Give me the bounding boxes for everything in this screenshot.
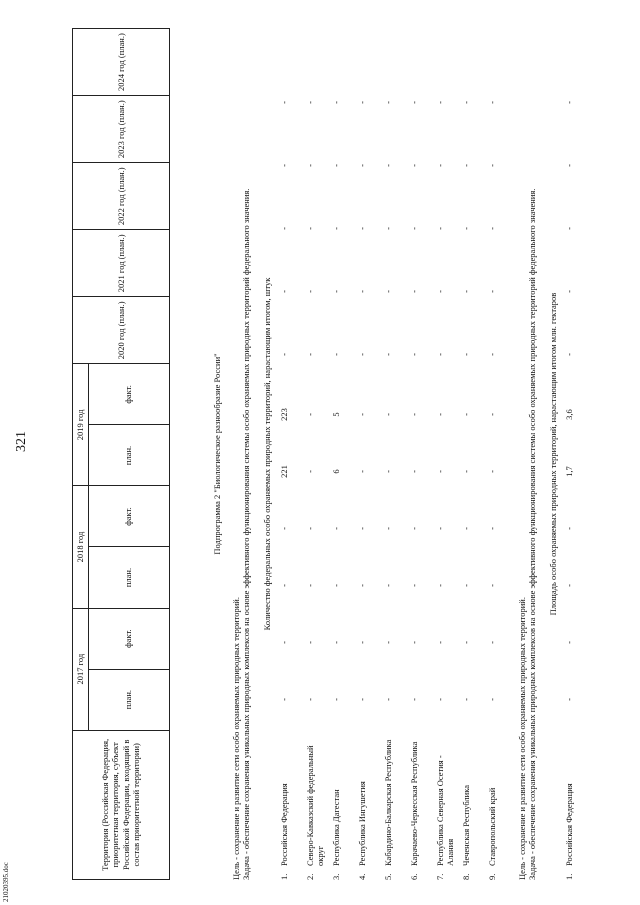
- row-value: -: [304, 164, 315, 167]
- header-fact: факт.: [88, 486, 169, 547]
- table-row: [409, 28, 435, 880]
- row-value: -: [330, 290, 341, 293]
- row-value: -: [434, 641, 445, 644]
- row-index: 9.: [486, 873, 497, 880]
- row-value: -: [382, 527, 393, 530]
- row-value: -: [408, 584, 419, 587]
- row-value: 3,6: [564, 409, 575, 420]
- document-body: [198, 28, 579, 880]
- row-territory: Российская Федерация: [564, 783, 575, 866]
- table-row: [564, 28, 579, 880]
- header-year-2021: 2021 год (план.): [73, 230, 170, 297]
- row-value: -: [304, 101, 315, 104]
- row-value: -: [356, 413, 367, 416]
- row-value: -: [382, 698, 393, 701]
- row-value: -: [330, 101, 341, 104]
- row-value: -: [278, 353, 289, 356]
- row-value: -: [486, 698, 497, 701]
- row-value: -: [382, 413, 393, 416]
- header-year-2017: 2017 год: [73, 608, 89, 730]
- row-value: -: [460, 164, 471, 167]
- row-value: -: [304, 584, 315, 587]
- row-value: -: [460, 290, 471, 293]
- row-value: -: [278, 527, 289, 530]
- row-value: -: [564, 353, 575, 356]
- row-territory: Республика Ингушетия: [356, 781, 367, 866]
- row-territory: Республика Дагестан: [330, 789, 341, 866]
- row-value: -: [460, 527, 471, 530]
- row-index: 8.: [460, 873, 471, 880]
- row-territory: Ставропольский край: [486, 787, 497, 866]
- row-value: -: [330, 227, 341, 230]
- row-value: -: [408, 290, 419, 293]
- row-value: -: [486, 641, 497, 644]
- table-row: [487, 28, 513, 880]
- row-value: -: [382, 353, 393, 356]
- row-value: -: [382, 470, 393, 473]
- row-value: -: [356, 164, 367, 167]
- row-value: -: [330, 527, 341, 530]
- row-index: 1.: [564, 873, 575, 880]
- row-value: -: [278, 584, 289, 587]
- row-value: -: [564, 227, 575, 230]
- row-value: -: [330, 641, 341, 644]
- row-value: -: [434, 698, 445, 701]
- row-value: -: [486, 413, 497, 416]
- row-value: -: [460, 227, 471, 230]
- row-value: -: [330, 164, 341, 167]
- rotated-page: [72, 28, 632, 880]
- row-value: -: [564, 584, 575, 587]
- row-value: -: [434, 413, 445, 416]
- row-territory: Кабардино-Балкарская Республика: [382, 739, 393, 866]
- header-year-2020: 2020 год (план.): [73, 297, 170, 364]
- header-year-2023: 2023 год (план.): [73, 96, 170, 163]
- row-value: -: [564, 290, 575, 293]
- indicator-title: Площадь особо охраняемых природных территорий, нарастающим итогом млн. гектаров: [547, 292, 558, 616]
- row-value: -: [408, 353, 419, 356]
- row-value: -: [564, 698, 575, 701]
- row-value: -: [304, 641, 315, 644]
- table-row: [305, 28, 331, 880]
- row-value: -: [278, 101, 289, 104]
- row-value: -: [434, 584, 445, 587]
- row-value: -: [408, 698, 419, 701]
- row-value: -: [564, 527, 575, 530]
- header-plan: план.: [88, 669, 169, 730]
- header-plan: план.: [88, 547, 169, 608]
- task-text: Задача - обеспечение сохранения уникальных природных комплексов на основе эффективного функционирования системы особо охраняемых природных территорий федерального значения.: [241, 188, 252, 880]
- row-value: -: [564, 101, 575, 104]
- row-value: -: [382, 164, 393, 167]
- row-value: -: [564, 641, 575, 644]
- goal-text: Цель - сохранение и развитие сети особо охраняемых природных территорий.: [516, 597, 527, 880]
- row-index: 5.: [382, 873, 393, 880]
- row-value: 1,7: [564, 466, 575, 477]
- row-value: -: [304, 698, 315, 701]
- table-row: [435, 28, 461, 880]
- row-value: -: [382, 584, 393, 587]
- table-row: [461, 28, 487, 880]
- row-value: -: [304, 470, 315, 473]
- row-value: -: [356, 527, 367, 530]
- row-index: 7.: [434, 873, 445, 880]
- row-value: -: [278, 164, 289, 167]
- row-value: -: [408, 164, 419, 167]
- row-value: -: [460, 698, 471, 701]
- indicator-title: Количество федеральных особо охраняемых природных территорий, нарастающим итогом, штук: [261, 277, 272, 631]
- row-value: -: [356, 101, 367, 104]
- row-value: -: [486, 290, 497, 293]
- row-index: 1.: [278, 873, 289, 880]
- row-value: -: [304, 527, 315, 530]
- indicator-rows: [564, 28, 579, 880]
- row-value: -: [356, 227, 367, 230]
- row-territory: Российская Федерация: [278, 783, 289, 866]
- goal-text: Цель - сохранение и развитие сети особо охраняемых природных территорий.: [230, 597, 241, 880]
- row-value: -: [408, 413, 419, 416]
- row-value: -: [356, 353, 367, 356]
- header-table: [72, 28, 170, 880]
- row-value: 221: [278, 465, 289, 478]
- table-row: [331, 28, 357, 880]
- row-value: -: [408, 227, 419, 230]
- row-value: -: [486, 584, 497, 587]
- row-value: -: [460, 470, 471, 473]
- header-year-2019: 2019 год: [73, 364, 89, 486]
- row-value: -: [486, 101, 497, 104]
- row-value: 223: [278, 408, 289, 421]
- row-value: -: [460, 101, 471, 104]
- row-index: 6.: [408, 873, 419, 880]
- row-value: -: [408, 641, 419, 644]
- task-text: Задача - обеспечение сохранения уникальных природных комплексов на основе эффективного функционирования системы особо охраняемых природных территорий федерального значения.: [527, 188, 538, 880]
- row-value: -: [486, 164, 497, 167]
- row-value: -: [278, 641, 289, 644]
- row-value: -: [382, 641, 393, 644]
- row-territory: Северо-Кавказский федеральный округ: [304, 745, 326, 866]
- header-year-2022: 2022 год (план.): [73, 163, 170, 230]
- table-row: [279, 28, 305, 880]
- row-value: -: [304, 227, 315, 230]
- row-value: -: [356, 641, 367, 644]
- row-value: -: [356, 584, 367, 587]
- row-value: -: [460, 641, 471, 644]
- row-value: -: [434, 527, 445, 530]
- row-value: -: [304, 413, 315, 416]
- row-value: -: [564, 164, 575, 167]
- row-value: 6: [330, 469, 341, 474]
- row-territory: Карачаево-Черкесская Республика: [408, 741, 419, 866]
- row-value: -: [304, 290, 315, 293]
- row-value: -: [382, 290, 393, 293]
- header-fact: факт.: [88, 608, 169, 669]
- footer-filename: 21020395.doc: [2, 862, 10, 902]
- row-index: 2.: [304, 873, 315, 880]
- row-value: -: [486, 227, 497, 230]
- page-number: 321: [14, 431, 29, 452]
- header-year-2024: 2024 год (план.): [73, 29, 170, 96]
- subprogram-title: Подпрограмма 2 "Биологическое разнообразие России": [212, 353, 222, 555]
- header-fact: факт.: [88, 364, 169, 425]
- indicator-rows: [279, 28, 513, 880]
- row-value: -: [278, 227, 289, 230]
- row-value: -: [486, 353, 497, 356]
- row-value: -: [330, 584, 341, 587]
- table-row: [383, 28, 409, 880]
- row-value: -: [278, 290, 289, 293]
- row-value: -: [434, 164, 445, 167]
- row-value: -: [434, 290, 445, 293]
- row-value: -: [330, 353, 341, 356]
- row-value: -: [460, 584, 471, 587]
- row-value: -: [486, 527, 497, 530]
- row-value: -: [382, 227, 393, 230]
- row-value: -: [434, 353, 445, 356]
- row-value: -: [330, 698, 341, 701]
- row-value: -: [408, 101, 419, 104]
- row-value: -: [382, 101, 393, 104]
- row-value: -: [434, 101, 445, 104]
- row-index: 3.: [330, 873, 341, 880]
- header-year-2018: 2018 год: [73, 486, 89, 608]
- row-value: -: [356, 290, 367, 293]
- row-territory: Республика Северная Осетия - Алания: [434, 755, 456, 866]
- row-value: -: [408, 527, 419, 530]
- row-index: 4.: [356, 873, 367, 880]
- row-value: -: [434, 470, 445, 473]
- row-value: -: [356, 470, 367, 473]
- row-value: -: [460, 353, 471, 356]
- row-value: -: [434, 227, 445, 230]
- row-value: -: [486, 470, 497, 473]
- header-plan: план.: [88, 425, 169, 486]
- row-value: -: [460, 413, 471, 416]
- row-value: -: [356, 698, 367, 701]
- header-territory: Территория (Российская Федерация, приоритетная территория, субъект Российской Федерации, входящий в состав приоритетной территории): [73, 730, 170, 879]
- row-value: -: [278, 698, 289, 701]
- row-value: 5: [330, 412, 341, 417]
- row-value: -: [304, 353, 315, 356]
- table-row: [357, 28, 383, 880]
- row-value: -: [408, 470, 419, 473]
- row-territory: Чеченская Республика: [460, 785, 471, 866]
